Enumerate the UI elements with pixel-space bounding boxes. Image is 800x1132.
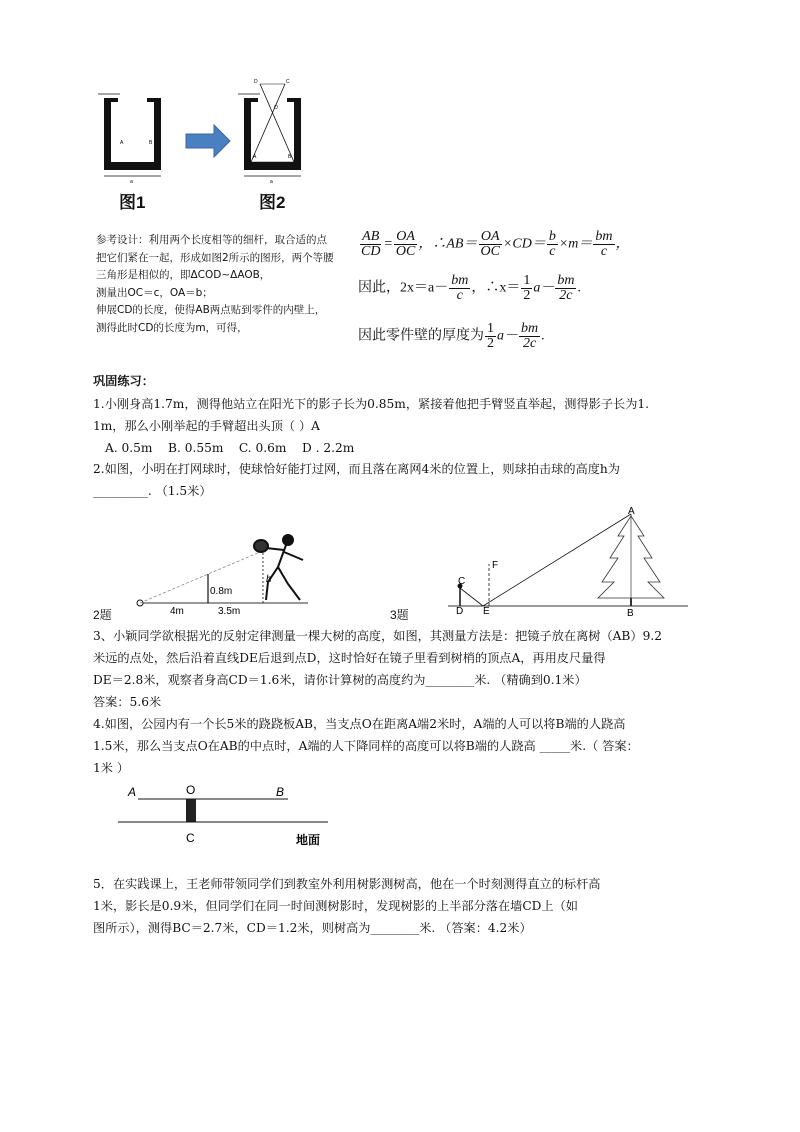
question-1	[93, 393, 783, 459]
eq-den: 2c	[559, 288, 573, 303]
equation-2	[358, 274, 581, 303]
fig2-label-O: O	[274, 105, 278, 111]
q5-line-3: 图所示），测得BC＝2.7米，CD＝1.2米，则树高为________米. （答案：4.2米）	[93, 921, 532, 935]
q3-label-C: C	[458, 576, 466, 587]
eq-num: bm	[557, 273, 575, 288]
q3-label-F: F	[492, 560, 499, 571]
arrow-icon	[186, 125, 230, 157]
fig2-label-C: C	[286, 79, 290, 85]
q4-label-C: C	[186, 831, 195, 845]
q5-line-2: 1米，影长是0.9米，但同学们在同一时间测树影时，发现树影的上半部分落在墙CD上（如	[93, 899, 578, 913]
eq-den: OC	[395, 244, 416, 259]
eq-text: .	[541, 328, 545, 344]
q3-line-3: DE＝2.8米，观察者身高CD＝1.6米，请你计算树的高度约为________米. （精确到0.1米）	[93, 673, 587, 687]
q2-line-2: _________. （1.5米）	[93, 484, 212, 498]
question-3	[93, 625, 783, 713]
tennis-player-icon	[254, 535, 303, 600]
eq-den: 2c	[522, 336, 537, 351]
eq-den: CD	[361, 244, 381, 259]
q4-label-ground: 地面	[296, 833, 321, 847]
eq-num: bm	[521, 321, 539, 336]
fig1-caption: 图1	[119, 193, 146, 212]
question-4	[93, 713, 783, 779]
q3-label-D: D	[456, 606, 464, 616]
q3-label-E: E	[483, 606, 490, 616]
fig2-label-D: D	[254, 79, 258, 85]
q2-label-4m: 4m	[170, 606, 184, 614]
q2-line-1: 2.如图，小明在打网球时，使球恰好能打过网，而且落在离网4米的位置上，则球拍击球的高度h为	[93, 462, 620, 476]
figure-1-part	[98, 94, 161, 176]
eq-text: ，	[615, 236, 630, 252]
eq-text: ，∴AB＝	[418, 236, 478, 252]
eq-num: 1	[523, 273, 531, 288]
eq-den: c	[600, 244, 608, 259]
eq-num: OA	[396, 229, 415, 244]
q3-answer: 答案：5.6米	[93, 695, 162, 709]
q3-label-A: A	[628, 506, 635, 517]
eq-num: bm	[451, 273, 469, 288]
eq-num: b	[548, 229, 556, 244]
eq-den: c	[456, 288, 463, 303]
q3-line-1: 3、小颖同学欲根据光的反射定律测量一棵大树的高度，如图，其测量方法是：把镜子放在离树（AB）9.2	[93, 629, 662, 643]
q2-fig-label: 2题	[93, 608, 112, 622]
q1-options: A. 0.5m B. 0.55m C. 0.6m D . 2.2m	[105, 441, 355, 455]
fig2-dim-a: a	[270, 179, 273, 185]
q4-line-1: 4.如图，公园内有一个长5米的跷跷板AB，当支点O在距离A端2米时，A端的人可以将B端的人跷高	[93, 717, 626, 731]
question-2	[93, 458, 783, 502]
q4-label-O: O	[186, 783, 196, 797]
design-line: 伸展CD的长度，使得AB两点贴到零件的内壁上，	[96, 304, 326, 316]
eq-den: 2	[523, 288, 531, 303]
section-title: 巩固练习：	[93, 374, 154, 388]
design-line: 参考设计：利用两个长度相等的细杆，取合适的点	[96, 234, 327, 246]
fig1-label-A: A	[120, 140, 124, 146]
q4-figure	[118, 780, 338, 850]
eq-text: 因此零件壁的厚度为	[358, 328, 484, 344]
equation-3	[358, 322, 545, 351]
q4-label-B: B	[276, 785, 285, 799]
eq-den: 2	[487, 336, 494, 351]
q3-figure	[448, 506, 688, 616]
q5-line-1: 5．在实践课上，王老师带领同学们到教室外利用树影测树高，他在一个时刻测得直立的标杆高	[93, 877, 601, 891]
design-line: 三角形是相似的，即ΔCOD∼ΔAOB，	[96, 269, 271, 281]
question-5	[93, 873, 783, 939]
q3-label-B: B	[627, 608, 634, 616]
q1-line-2: 1m，那么小刚举起的手臂超出头顶（ ）A	[93, 419, 320, 433]
q2-label-3.5m: 3.5m	[218, 606, 241, 614]
q3-line-2: 米远的点处，然后沿着直线DE后退到点D，这时恰好在镜子里看到树梢的顶点A，再用皮尺量得	[93, 651, 606, 665]
design-text	[96, 232, 364, 337]
q3-fig-label: 3题	[390, 608, 409, 622]
fig1-label-B: B	[149, 140, 153, 146]
eq-text: a－	[533, 280, 555, 296]
eq-num: OA	[480, 229, 500, 244]
design-line: 测量出OC＝c，OA＝b；	[96, 286, 213, 299]
eq-text: .	[577, 280, 581, 296]
eq-text: a－	[497, 328, 518, 344]
fig1-dim-a: a	[130, 179, 133, 185]
eq-text: 因此，2x＝a－	[358, 280, 449, 296]
figure-2-part	[238, 84, 301, 176]
design-line: 测得此时CD的长度为m，可得，	[96, 321, 248, 334]
eq-num: bm	[595, 229, 613, 244]
q2-label-h: h	[266, 574, 272, 585]
eq-den: c	[549, 244, 556, 259]
q4-line-3: 1米 ）	[93, 761, 130, 775]
eq-text: ，∴x＝	[471, 280, 521, 296]
eq-text: ×CD＝	[502, 236, 546, 252]
design-line: 把它们紧在一起，形成如图2所示的图形，两个等腰	[96, 251, 334, 264]
eq-num: AB	[362, 229, 380, 244]
q1-line-1: 1.小刚身高1.7m，测得他站立在阳光下的影子长为0.85m，紧接着他把手臂竖直举起，测得影子长为1.	[93, 397, 650, 411]
q2-label-0.8m: 0.8m	[210, 586, 233, 597]
fig2-label-A: A	[253, 154, 257, 160]
eq-num: 1	[487, 321, 494, 336]
fig2-label-B: B	[288, 154, 292, 160]
q4-line-2: 1.5米，那么当支点O在AB的中点时，A端的人下降同样的高度可以将B端的人跷高 _____米.（ 答案：	[93, 739, 639, 753]
q4-label-A: A	[128, 785, 137, 799]
fig2-caption: 图2	[259, 193, 286, 212]
eq-text: ×m＝	[558, 236, 593, 252]
eq-den: OC	[480, 244, 500, 259]
equation-1: $\frac{AB}{CD}$ = $\frac{OA}{OC}$ ，∴AB＝ $\frac{OA}{OC}$ ×CD＝ $\frac{b}{c}$ ×m＝ $\frac{bm}{c}$ ，	[361, 229, 630, 259]
q2-figure	[118, 522, 338, 614]
